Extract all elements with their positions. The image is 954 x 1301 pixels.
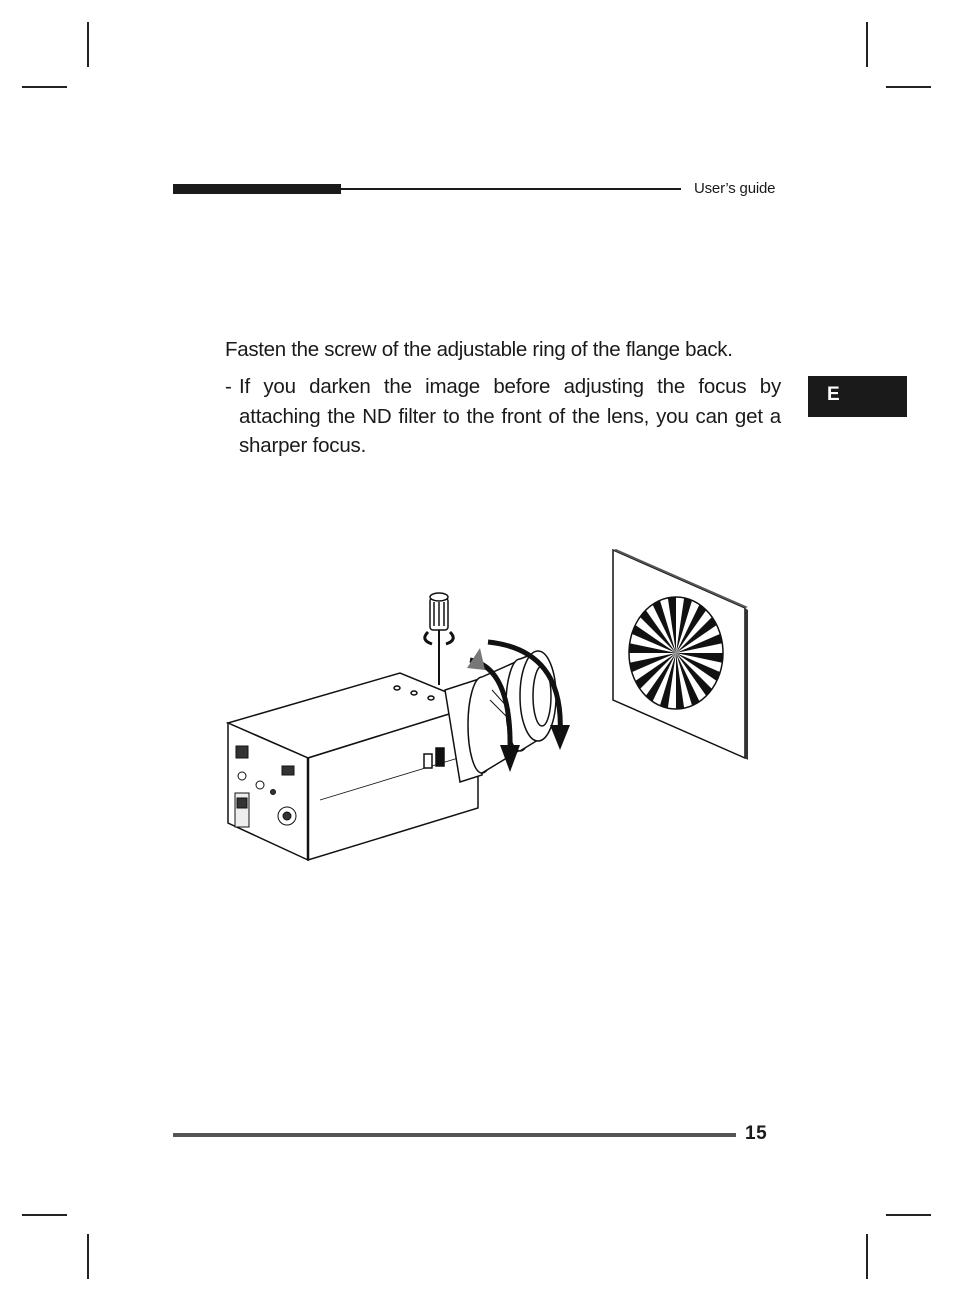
instruction-text: Fasten the screw of the adjustable ring of the flange back. [225,338,733,361]
arrow-head [467,648,485,670]
page-number: 15 [745,1123,768,1144]
crop-mark [87,22,89,67]
crop-mark [22,1214,67,1216]
note-dash: - [225,375,232,398]
crop-mark [866,1234,868,1279]
screwdriver [425,593,453,685]
crop-mark [886,1214,931,1216]
crop-mark [22,86,67,88]
camera-lens [445,651,556,782]
note-paragraph [225,372,781,461]
header-label: User’s guide [694,180,776,197]
language-tab: E [808,376,907,417]
note-text: If you darken the image before adjusting the focus by attaching the ND filter to the front of the lens, you can get a sharper focus. [239,375,781,457]
arrow-head [550,725,570,750]
footer-rule [173,1133,736,1137]
focus-chart-board [613,549,748,760]
crop-mark [866,22,868,67]
camera-body [228,673,478,860]
header-rule-thick [173,184,341,194]
crop-mark [87,1234,89,1279]
siemens-star-target [629,597,723,709]
header-rule-thin [341,188,681,190]
crop-mark [886,86,931,88]
camera-focus-illustration [220,540,760,870]
